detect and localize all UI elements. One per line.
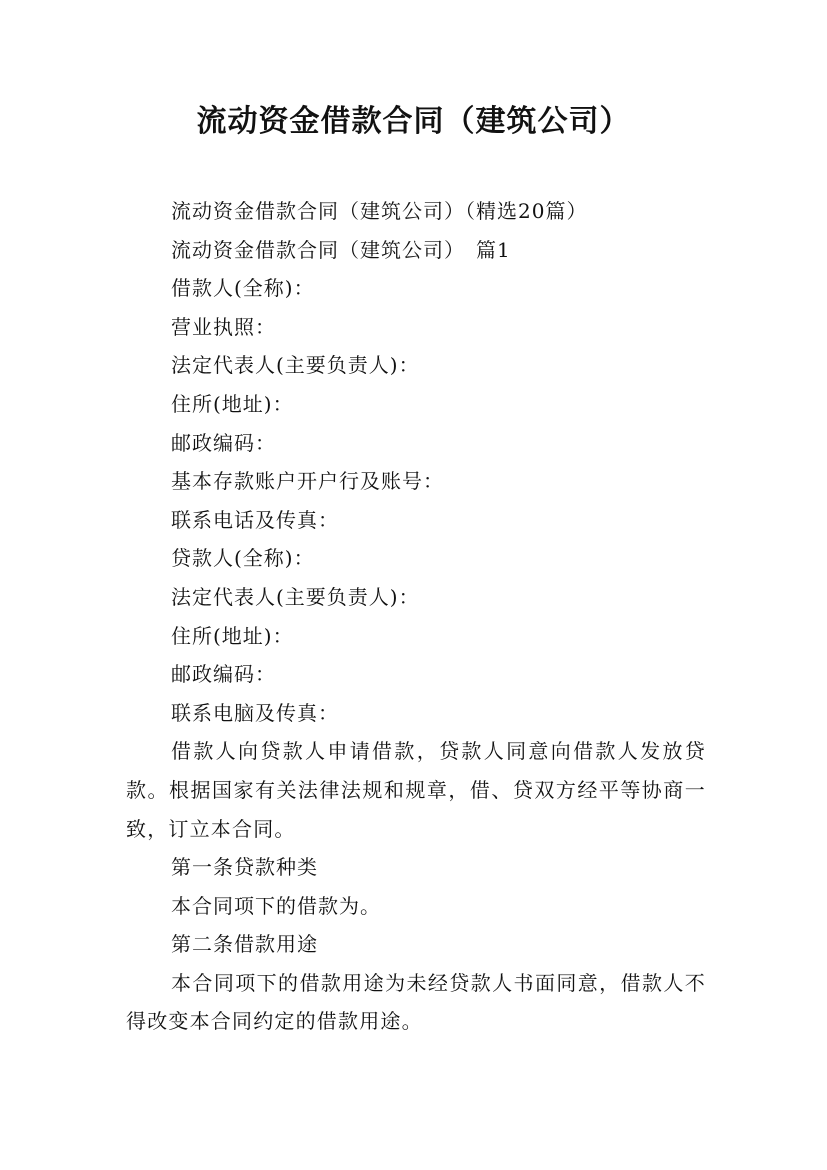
lender-representative-field: 法定代表人(主要负责人)： bbox=[171, 584, 420, 609]
borrower-address-field: 住所(地址)： bbox=[171, 391, 294, 416]
section-heading: 流动资金借款合同（建筑公司） 篇1 bbox=[171, 237, 511, 262]
lender-address-field: 住所(地址)： bbox=[171, 623, 294, 648]
bank-account-field: 基本存款账户开户行及账号： bbox=[171, 469, 444, 494]
borrower-postcode-field: 邮政编码： bbox=[171, 430, 276, 455]
document-subtitle: 流动资金借款合同（建筑公司）（精选20篇） bbox=[171, 199, 588, 223]
article-1-heading: 第一条贷款种类 bbox=[171, 855, 318, 880]
borrower-contact-field: 联系电话及传真： bbox=[171, 507, 339, 532]
lender-name-field: 贷款人(全称)： bbox=[171, 546, 315, 571]
article-2-text: 本合同项下的借款用途为未经贷款人书面同意，借款人不得改变本合同约定的借款用途。 bbox=[126, 970, 706, 1034]
article-1-text: 本合同项下的借款为。 bbox=[171, 893, 381, 918]
document-body bbox=[126, 192, 706, 1041]
lender-postcode-field: 邮政编码： bbox=[171, 662, 276, 687]
intro-paragraph: 借款人向贷款人申请借款，贷款人同意向借款人发放贷款。根据国家有关法律法规和规章，借、贷双方经平等协商一致，订立本合同。 bbox=[126, 739, 706, 841]
borrower-representative-field: 法定代表人(主要负责人)： bbox=[171, 353, 420, 378]
business-license-field: 营业执照： bbox=[171, 314, 276, 339]
document-title: 流动资金借款合同（建筑公司） bbox=[196, 104, 631, 139]
borrower-name-field: 借款人(全称)： bbox=[171, 276, 315, 301]
lender-contact-field: 联系电脑及传真： bbox=[171, 700, 339, 725]
article-2-heading: 第二条借款用途 bbox=[171, 932, 318, 957]
